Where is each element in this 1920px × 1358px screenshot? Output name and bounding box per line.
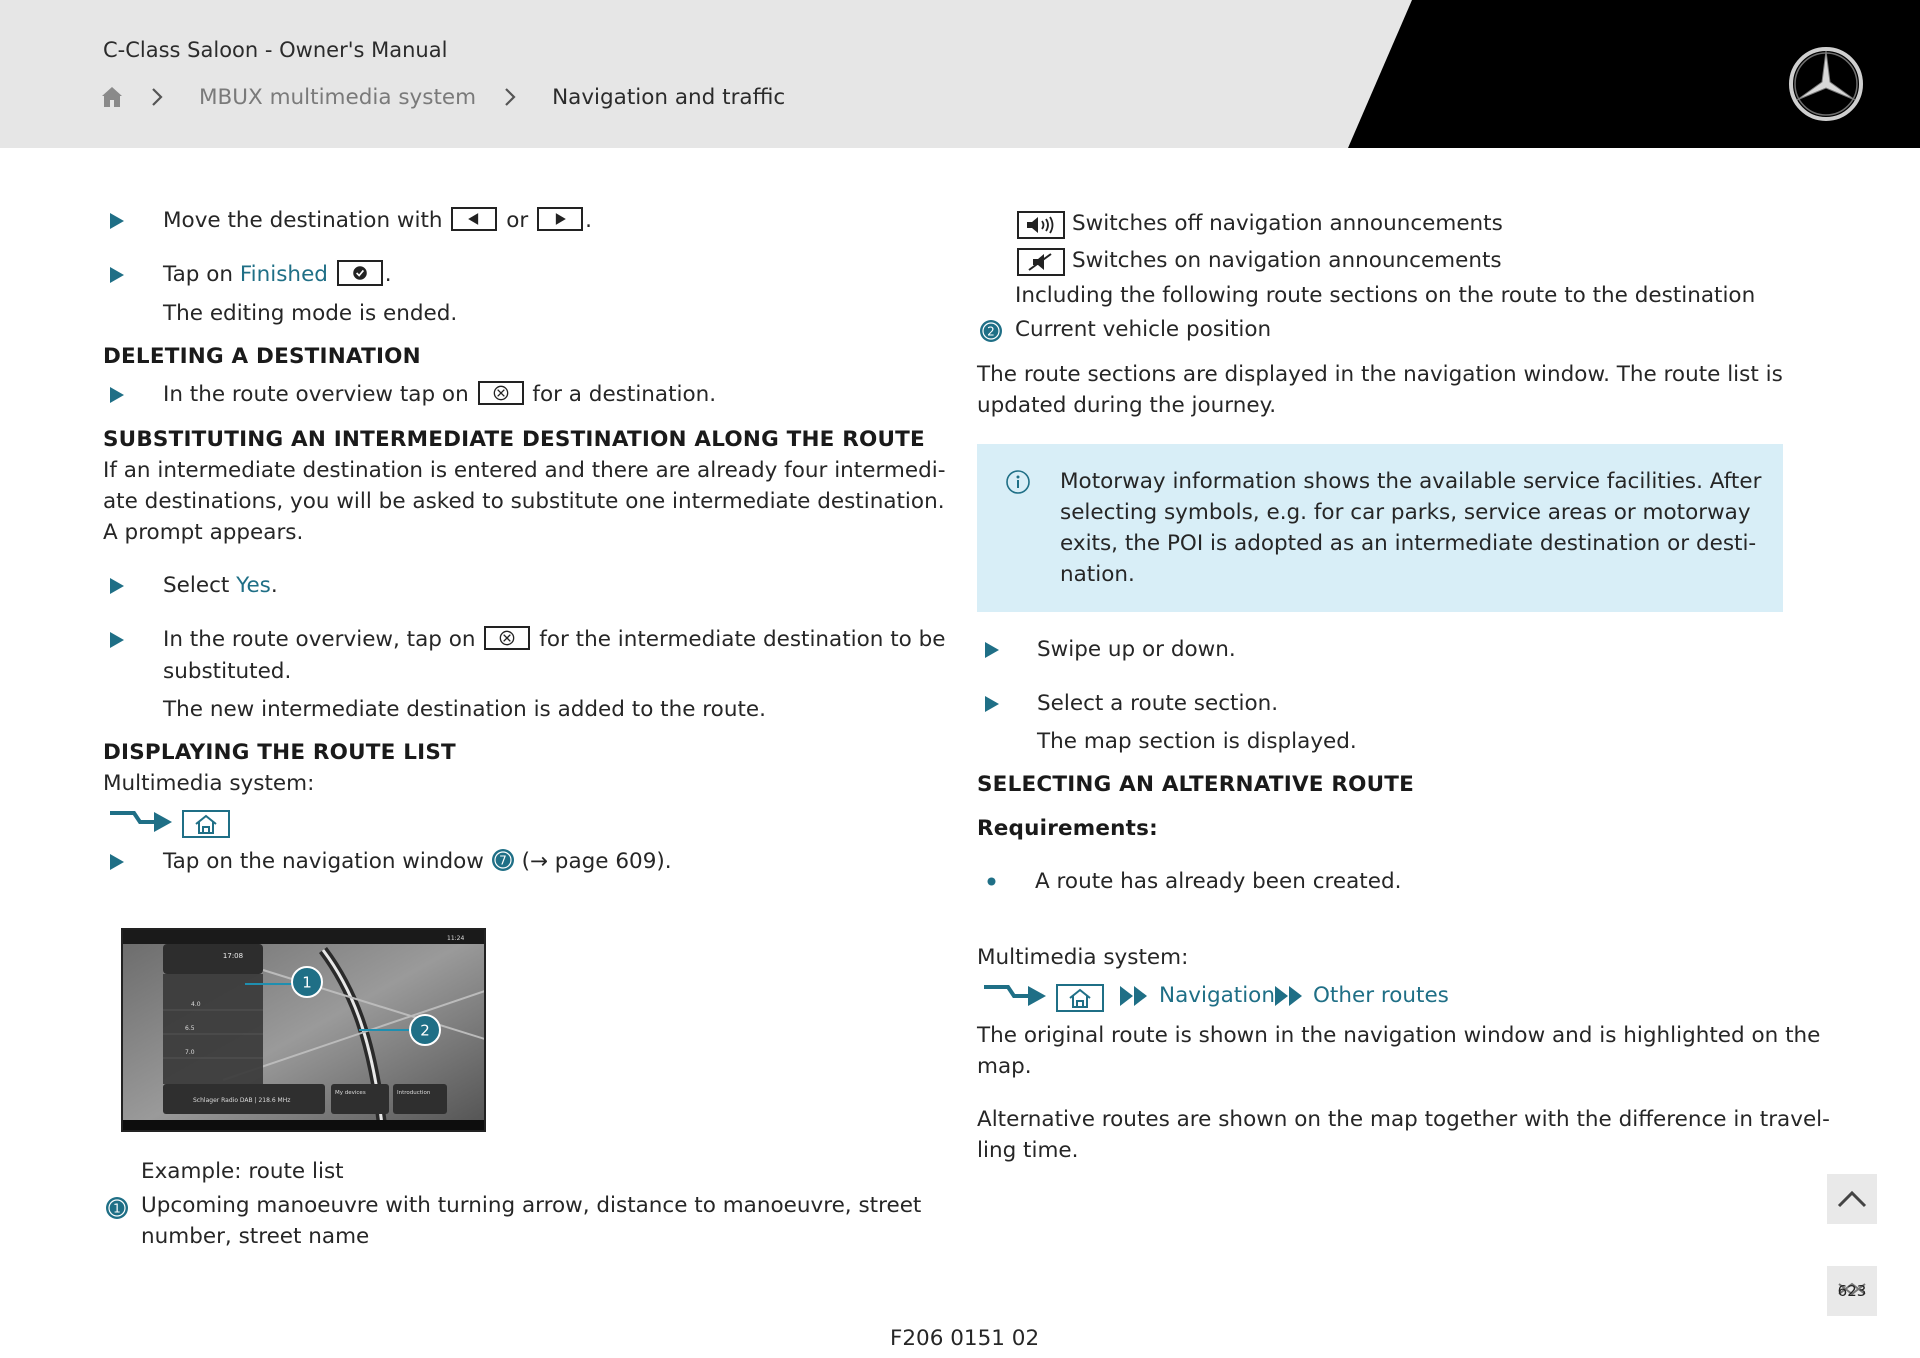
home-key-icon[interactable] (182, 810, 230, 838)
page-menu-button[interactable] (1827, 1266, 1877, 1316)
figure-caption: Example: route list (141, 1159, 344, 1184)
finished-link[interactable]: Finished (239, 262, 328, 287)
delete-x-key-icon[interactable] (478, 381, 524, 405)
breadcrumb (101, 82, 785, 112)
breadcrumb-link-mbux[interactable]: MBUX multimedia system (199, 84, 477, 110)
requirement-bullet: A route has already been created. (1035, 869, 1402, 894)
multimedia-system-label: Multimedia system: (103, 771, 315, 796)
delete-x-key-icon[interactable] (484, 626, 530, 650)
callout-1-text: 1 (302, 973, 312, 992)
introduction-text: Introduction (397, 1090, 431, 1096)
original-route-line: The original route is shown in the navigation window and is highlighted on the (977, 1023, 1821, 1048)
yes-link[interactable]: Yes (236, 573, 271, 598)
route-list-screenshot (121, 928, 486, 1132)
footer-document-code: F206 0151 02 (890, 1326, 1040, 1351)
breadcrumb-current: Navigation and traffic (552, 84, 786, 110)
path-arrow-icon (982, 982, 1048, 1010)
chevron-right-icon (504, 87, 516, 107)
arrow-left-key-icon[interactable] (451, 207, 497, 231)
including-route-sections-text: Including the following route sections on the route to the destination (1015, 283, 1756, 308)
substituting-paragraph-line: If an intermediate destination is entered and there are already four intermedi- (103, 458, 946, 483)
legend-2-number: 2 (987, 324, 995, 339)
heading-alternative-route: SELECTING AN ALTERNATIVE ROUTE (977, 772, 1415, 797)
radio-station-text: Schlager Radio DAB | 218.6 MHz (193, 1097, 291, 1104)
heading-route-list: DISPLAYING THE ROUTE LIST (103, 740, 456, 765)
document-title: C-Class Saloon - Owner's Manual (103, 38, 448, 62)
original-route-line: map. (977, 1054, 1032, 1079)
step-text: or (506, 208, 529, 233)
info-line: exits, the POI is adopted as an intermediate destination or desti- (1060, 531, 1757, 556)
check-circle-key-icon[interactable] (337, 260, 383, 286)
announce-off-text: Switches off navigation announcements (1072, 211, 1503, 236)
step-arrow-icon (110, 213, 124, 229)
substitute-result: The new intermediate destination is added to the route. (163, 697, 766, 722)
info-icon (1005, 469, 1031, 495)
step-select-yes (163, 571, 278, 601)
substituting-paragraph-line: A prompt appears. (103, 520, 304, 545)
alternative-routes-line: ling time. (977, 1138, 1079, 1163)
step-tap-substitute (163, 625, 946, 655)
step-tap-finished (163, 260, 392, 290)
svg-text:7: 7 (498, 853, 507, 868)
step-arrow-icon (110, 854, 124, 870)
clock-text: 11:24 (447, 935, 465, 942)
home-icon[interactable] (101, 86, 123, 108)
path-arrow-icon (108, 808, 174, 836)
step-arrow-icon (110, 267, 124, 283)
alternative-routes-line: Alternative routes are shown on the map together with the difference in travel- (977, 1107, 1830, 1132)
step-text: In the route overview tap on (163, 382, 469, 407)
brand-star-logo-icon (1787, 45, 1865, 123)
step-delete-destination (163, 380, 716, 410)
step-arrow-icon (110, 578, 124, 594)
section-result: The map section is displayed. (1037, 729, 1357, 754)
arrow-right-key-icon[interactable] (537, 207, 583, 231)
announce-on-text: Switches on navigation announcements (1072, 248, 1502, 273)
callout-7-icon (491, 848, 515, 872)
requirements-label: Requirements: (977, 816, 1158, 841)
step-text: for a destination. (532, 382, 717, 407)
callout-2-icon (979, 319, 1003, 343)
step-arrow-icon (110, 632, 124, 648)
info-line: nation. (1060, 562, 1135, 587)
route-sections-line: updated during the journey. (977, 393, 1277, 418)
step-text: . (384, 262, 392, 287)
step-text: Tap on (163, 262, 234, 287)
speaker-on-key-icon[interactable] (1017, 211, 1065, 239)
double-chevron-icon (1274, 985, 1306, 1007)
other-routes-link[interactable]: Other routes (1313, 983, 1449, 1008)
step-select-section: Select a route section. (1037, 691, 1279, 716)
step-arrow-icon (110, 387, 124, 403)
step-text: In the route overview, tap on (163, 627, 476, 652)
info-line: Motorway information shows the available service facilities. After (1060, 469, 1762, 494)
distance-1-text: 4.0 (191, 1001, 201, 1008)
legend-2-text: Current vehicle position (1015, 317, 1272, 342)
multimedia-system-label: Multimedia system: (977, 945, 1189, 970)
substituting-paragraph-line: ate destinations, you will be asked to substitute one intermediate destination. (103, 489, 945, 514)
distance-2-text: 6.5 (185, 1025, 195, 1032)
legend-1-line: Upcoming manoeuvre with turning arrow, distance to manoeuvre, street (141, 1193, 922, 1218)
bullet-dot-icon (987, 877, 996, 886)
legend-1-number: 1 (113, 1201, 121, 1216)
navigation-menu-link[interactable]: Navigation (1159, 983, 1275, 1008)
scroll-to-top-button[interactable] (1827, 1174, 1877, 1224)
step-tap-substitute-line2: substituted. (163, 659, 292, 684)
step-swipe: Swipe up or down. (1037, 637, 1236, 662)
step-text: Move the destination with (163, 208, 443, 233)
step-text: . (585, 208, 592, 233)
callout-2-text: 2 (420, 1021, 430, 1040)
double-chevron-icon (1119, 985, 1151, 1007)
step-text: Select (163, 573, 230, 598)
info-line: selecting symbols, e.g. for car parks, service areas or motorway (1060, 500, 1751, 525)
heading-deleting: DELETING A DESTINATION (103, 344, 421, 369)
finish-result: The editing mode is ended. (163, 301, 458, 326)
step-text: (→ page 609). (521, 849, 672, 874)
eta-time-text: 17:08 (222, 952, 244, 960)
callout-1-icon (105, 1196, 129, 1220)
speaker-muted-key-icon[interactable] (1017, 248, 1065, 276)
route-sections-line: The route sections are displayed in the navigation window. The route list is (977, 362, 1783, 387)
heading-substituting: SUBSTITUTING AN INTERMEDIATE DESTINATION ALONG THE ROUTE (103, 427, 925, 452)
my-devices-text: My devices (335, 1090, 366, 1096)
distance-3-text: 7.0 (185, 1049, 195, 1056)
chevron-right-icon (151, 87, 163, 107)
step-arrow-icon (985, 642, 999, 658)
callout-marker-1 (292, 967, 322, 997)
home-key-icon[interactable] (1056, 984, 1104, 1012)
page-number: 623 (1837, 1282, 1867, 1300)
callout-marker-2 (410, 1015, 440, 1045)
step-text: Tap on the navigation window (163, 849, 484, 874)
step-text: for the intermediate destination to be (539, 627, 946, 652)
step-arrow-icon (985, 696, 999, 712)
route-list-screen (123, 930, 486, 1132)
chevron-up-icon (1837, 1190, 1867, 1208)
step-text: . (270, 573, 278, 598)
step-move-destination (163, 206, 592, 236)
step-tap-navigation-window (163, 847, 672, 877)
legend-1-line: number, street name (141, 1224, 370, 1249)
